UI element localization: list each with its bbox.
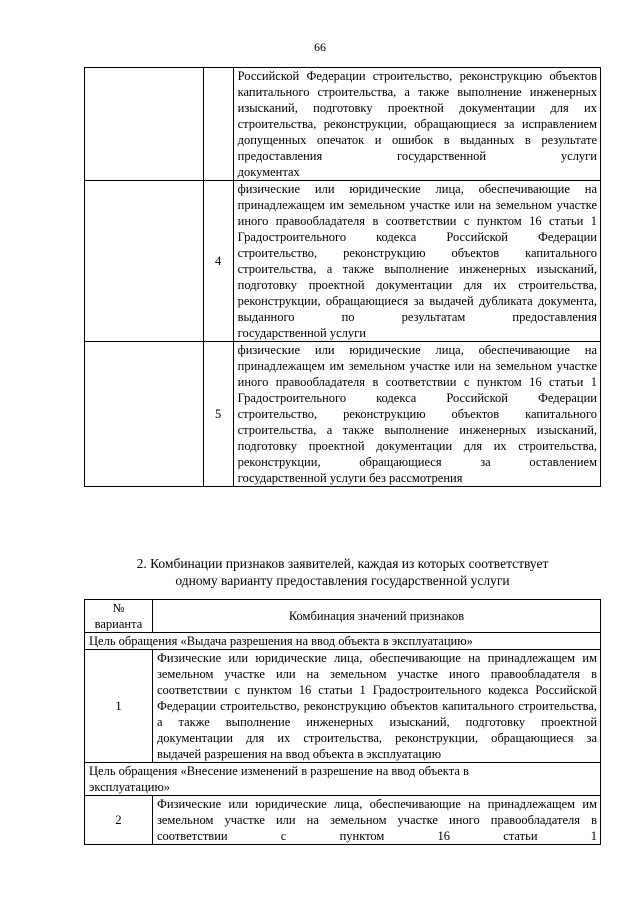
section-heading-line: одному варианту предоставления государственной услуги: [175, 573, 510, 588]
section-heading-line: 2. Комбинации признаков заявителей, каждая из которых соответствует: [136, 556, 549, 571]
variant-number: [203, 68, 233, 181]
table-row: [85, 342, 601, 487]
goal-label: Цель обращения «Выдача разрешения на ввод объекта в эксплуатацию»: [85, 633, 601, 650]
combination-description: Физические или юридические лица, обеспечивающие на принадлежащем им земельном участке или на земельном участке иного правообладателя в соответствии с пунктом 16 статьи 1 Градостроительного кодекса Российской Федерации строительство, реконструкцию объектов капитального строительства, а также выполнение инженерных изысканий, подготовку проектной документации для их строительства, реконструкции, обращающиеся за выдачей разрешения на ввод объекта в эксплуатацию: [152, 650, 600, 763]
table-row: [85, 68, 601, 181]
header-combination: Комбинация значений признаков: [152, 600, 600, 633]
variant-number: 2: [85, 796, 153, 845]
applicant-description: физические или юридические лица, обеспечивающие на принадлежащем им земельном участке или на земельном участке иного правообладателя в соответствии с пунктом 16 статьи 1 Градостроительного кодекса Российской Федерации строительство, реконструкцию объектов капитального строительства, а также выполнение инженерных изысканий, подготовку проектной документации для их строительства, реконструкции, обращающиеся за оставлением государственной услуги без рассмотрения: [233, 342, 600, 487]
header-variant-number: № варианта: [85, 600, 153, 633]
empty-cell: [85, 181, 204, 342]
goal-row: [85, 633, 601, 650]
variant-number: 4: [203, 181, 233, 342]
empty-cell: [85, 342, 204, 487]
applicant-description: Российской Федерации строительство, реконструкцию объектов капитального строительства, а также выполнение инженерных изысканий, подготовку проектной документации для их строительства, реконструкции, обращающиеся за исправлением допущенных опечаток и ошибок в выданных в результате предоставления государственной услуги документах: [233, 68, 600, 181]
table-header-row: [85, 600, 601, 633]
combinations-table: [84, 599, 601, 845]
table-row: [85, 796, 601, 845]
applicant-description: физические или юридические лица, обеспечивающие на принадлежащем им земельном участке или на земельном участке иного правообладателя в соответствии с пунктом 16 статьи 1 Градостроительного кодекса Российской Федерации строительство, реконструкцию объектов капитального строительства, а также выполнение инженерных изысканий, подготовку проектной документации для их строительства, реконструкции, обращающиеся за выдачей дубликата документа, выданного по результатам предоставления государственной услуги: [233, 181, 600, 342]
variants-table-continued: [84, 67, 601, 487]
page-number: 66: [314, 40, 326, 54]
table-row: [85, 181, 601, 342]
section-heading: [84, 555, 601, 589]
variant-number: 1: [85, 650, 153, 763]
empty-cell: [85, 68, 204, 181]
table-row: [85, 650, 601, 763]
variant-number: 5: [203, 342, 233, 487]
combination-description: Физические или юридические лица, обеспечивающие на принадлежащем им земельном участке или на земельном участке иного правообладателя в соответствии с пунктом 16 статьи 1: [152, 796, 600, 845]
goal-row: [85, 763, 601, 796]
goal-label: Цель обращения «Внесение изменений в разрешение на ввод объекта в эксплуатацию»: [85, 763, 601, 796]
